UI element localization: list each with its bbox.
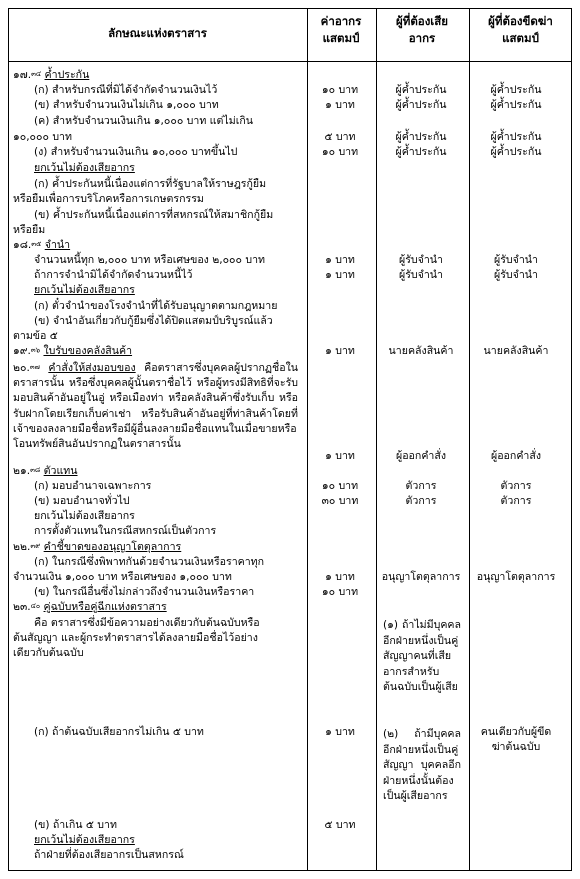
- s19-duty: ๑ บาท: [325, 345, 355, 357]
- section-title: คำชี้ขาดของอนุญาโตตุลาการ: [43, 541, 182, 553]
- s23-item-a-canceller-line2: ฆ่าต้นฉบับ: [491, 741, 541, 753]
- s21-item-a-duty: ๑๐ บาท: [321, 480, 359, 492]
- s22-item-a-line2: จำนวนเงิน ๑,๐๐๐ บาท หรือเศษของ ๑,๐๐๐ บาท: [13, 571, 232, 583]
- header-payer: [376, 13, 468, 47]
- s18-exempt-heading: ยกเว้นไม่ต้องเสียอากร: [34, 284, 135, 296]
- s18-line2-canceller: ผู้รับจำนำ: [494, 269, 538, 281]
- s17-item-b-canceller: ผู้ค้ำประกัน: [490, 99, 542, 111]
- section-19-heading: [13, 345, 132, 358]
- s17-item-d: (ง) สำหรับจำนวนเงินเกิน ๑๐,๐๐๐ บาทขึ้นไป: [34, 146, 238, 158]
- section-title: คำสั่งให้ส่งมอบของ: [48, 362, 136, 374]
- s20-canceller: ผู้ออกคำสั่ง: [490, 450, 542, 462]
- footnote-marker: ๓๙: [30, 542, 41, 550]
- section-number: ๒๑.: [13, 465, 31, 477]
- section-number: ๑๘.: [13, 239, 32, 251]
- footnote-marker: ๔๐: [30, 602, 41, 610]
- s22-item-b: (ข) ในกรณีอื่นซึ่งไม่กล่าวถึงจำนวนเงินหรือราคา: [34, 586, 255, 598]
- s17-item-c-line1: (ค) สำหรับจำนวนเงินเกิน ๑,๐๐๐ บาท แต่ไม่เกิน: [34, 115, 253, 127]
- s17-exempt-heading: ยกเว้นไม่ต้องเสียอากร: [34, 162, 135, 174]
- s17-item-d-duty: ๑๐ บาท: [321, 146, 359, 158]
- section-title: ค้ำประกัน: [44, 69, 90, 81]
- s18-line1-duty: ๑ บาท: [325, 254, 355, 266]
- s18-line1-canceller: ผู้รับจำนำ: [494, 254, 538, 266]
- s23-item-b-duty: ๕ บาท: [324, 819, 356, 831]
- s20-duty: ๑ บาท: [325, 450, 355, 462]
- s17-exempt-b-line2: หรือยืม: [13, 224, 46, 236]
- s23-item-a-duty: ๑ บาท: [325, 726, 355, 738]
- s18-line1: จำนวนหนี้ทุก ๒,๐๐๐ บาท หรือเศษของ ๒,๐๐๐ บาท: [34, 254, 265, 266]
- header-canceller-line1: ผู้ที่ต้องขีดฆ่า: [488, 14, 553, 28]
- s17-item-c-canceller: ผู้ค้ำประกัน: [490, 131, 542, 143]
- s21-exempt-text: การตั้งตัวแทนในกรณีสหกรณ์เป็นตัวการ: [34, 525, 217, 537]
- section-22-heading: [13, 541, 181, 554]
- s18-exempt-a: (ก) ตั๋วจำนำของโรงจำนำที่ได้รับอนุญาตตามกฎหมาย: [34, 300, 278, 312]
- s17-item-b-duty: ๑ บาท: [325, 99, 355, 111]
- s21-item-a-canceller: ตัวการ: [500, 480, 532, 492]
- section-title: ใบรับของคลังสินค้า: [43, 345, 133, 357]
- section-number: ๒๒.: [13, 541, 31, 553]
- s23-item-a: (ก) ถ้าต้นฉบับเสียอากรไม่เกิน ๕ บาท: [34, 726, 204, 738]
- footnote-marker: ๓๗: [29, 363, 40, 371]
- s17-exempt-a-line1: (ก) ค้ำประกันหนี้เนื่องแต่การที่รัฐบาลให้ราษฎรกู้ยืม: [34, 178, 267, 190]
- s21-item-b-duty: ๓๐ บาท: [321, 495, 359, 507]
- s17-item-d-payer: ผู้ค้ำประกัน: [395, 146, 447, 158]
- section-title: ตัวแทน: [43, 465, 78, 477]
- s17-item-a-canceller: ผู้ค้ำประกัน: [490, 84, 542, 96]
- section-title: คู่ฉบับหรือคู่ฉีกแห่งตราสาร: [43, 601, 167, 613]
- s18-exempt-b-line2: ตามข้อ ๕: [13, 330, 58, 342]
- s17-item-a-duty: ๑๐ บาท: [321, 84, 359, 96]
- s17-item-c-line2: ๑๐,๐๐๐ บาท: [13, 131, 72, 143]
- header-description: ลักษณะแห่งตราสาร: [108, 26, 207, 40]
- s17-item-c-duty: ๕ บาท: [324, 131, 356, 143]
- footnote-marker: ๓๖: [30, 346, 41, 354]
- s20-payer: ผู้ออกคำสั่ง: [395, 450, 447, 462]
- s19-canceller: นายคลังสินค้า: [483, 345, 549, 357]
- header-divider: [9, 61, 571, 62]
- s22-item-a-payer: อนุญาโตตุลาการ: [381, 571, 461, 583]
- s17-exempt-a-line2: หรือยืมเพื่อการบริโภคหรือการเกษตรกรรม: [13, 193, 204, 205]
- s17-item-d-canceller: ผู้ค้ำประกัน: [490, 146, 542, 158]
- section-18-heading: [13, 239, 70, 252]
- s17-item-a: (ก) สำหรับกรณีที่มิได้จำกัดจำนวนเงินไว้: [34, 84, 218, 96]
- section-21-heading: [13, 465, 78, 478]
- section-17-heading: [13, 69, 89, 82]
- s23-item-a-canceller-line1: คนเดียวกับผู้ขีด: [480, 726, 552, 738]
- footnote-marker: ๓๔: [31, 70, 42, 78]
- section-20-body: [13, 361, 298, 452]
- s21-item-b: (ข) มอบอำนาจทั่วไป: [34, 495, 130, 507]
- s18-line1-payer: ผู้รับจำนำ: [399, 254, 443, 266]
- section-number: ๒๐.: [13, 362, 30, 374]
- s21-item-a-payer: ตัวการ: [405, 480, 437, 492]
- header-canceller-line2: แสตมป์: [502, 31, 539, 45]
- s23-payer-condition-2: (๒) ถ้ามีบุคคลอีกฝ่ายหนึ่งเป็นคู่สัญญา บุคคลอีกฝ่ายหนึ่งนั้นต้องเป็นผู้เสียอากร: [383, 728, 461, 802]
- s19-payer: นายคลังสินค้า: [388, 345, 454, 357]
- s22-item-a-line1: (ก) ในกรณีซึ่งพิพาทกันด้วยจำนวนเงินหรือราคาทุก: [34, 556, 265, 568]
- footnote-marker: ๓๕: [31, 240, 42, 248]
- s23-item-b: (ข) ถ้าเกิน ๕ บาท: [34, 819, 117, 831]
- s23-definition-line2: ต้นสัญญา และผู้กระทำตราสารได้ลงลายมือชื่อไว้อย่าง: [13, 632, 258, 644]
- s22-item-a-canceller: อนุญาโตตุลาการ: [476, 571, 556, 583]
- s23-exempt-text: ถ้าฝ่ายที่ต้องเสียอากรเป็นสหกรณ์: [34, 849, 184, 861]
- s18-line2: ถ้าการจำนำมิได้จำกัดจำนวนหนี้ไว้: [34, 269, 193, 281]
- section-20-definition: คือตราสารซึ่งบุคคลผู้ปรากฏชื่อในตราสารนั้น หรือซึ่งบุคคลผู้นั้นตราชื่อไว้ หรือผู้ทรงมีสิทธิที่จะรับมอบสินค้าอันอยู่ในอู่ หรือเมืองท่า หรือคลังสินค้าซึ่งรับเก็บ หรือรับฝากโดยเรียกเก็บค่าเช่า หรือรับสินค้าอันอยู่ที่ท่าสินค้าโดยที่เจ้าของลงลายมือชื่อหรือมีผู้อื่นลงลายมือชื่อแทนในเมื่อขายหรือโอนทรัพย์สินอันปรากฏในตราสารนั้น: [13, 362, 299, 451]
- s21-item-b-canceller: ตัวการ: [500, 495, 532, 507]
- s22-item-b-duty: ๑๐ บาท: [321, 586, 359, 598]
- s17-item-b-payer: ผู้ค้ำประกัน: [395, 99, 447, 111]
- s18-line2-duty: ๑ บาท: [325, 269, 355, 281]
- s23-exempt-heading: ยกเว้นไม่ต้องเสียอากร: [34, 834, 135, 846]
- s23-definition-line1: คือ ตราสารซึ่งมีข้อความอย่างเดียวกับต้นฉบับหรือ: [34, 617, 260, 629]
- s17-item-b: (ข) สำหรับจำนวนเงินไม่เกิน ๑,๐๐๐ บาท: [34, 99, 219, 111]
- header-canceller: [469, 13, 572, 47]
- s18-exempt-b-line1: (ข) จำนำอันเกี่ยวกับกู้ยืมซึ่งได้ปิดแสตมป์บริบูรณ์แล้ว: [34, 315, 273, 327]
- header-duty-line1: ค่าอากร: [320, 14, 362, 28]
- section-number: ๒๓.: [13, 601, 31, 613]
- header-duty-line2: แสตมป์: [322, 31, 360, 45]
- s17-item-a-payer: ผู้ค้ำประกัน: [395, 84, 447, 96]
- section-number: ๑๙.: [13, 345, 31, 357]
- section-23-heading: [13, 601, 167, 614]
- s23-definition-line3: เดียวกับต้นฉบับ: [13, 647, 84, 659]
- section-title: จำนำ: [44, 239, 71, 251]
- s22-item-a-duty: ๑ บาท: [325, 571, 355, 583]
- s17-exempt-b-line1: (ข) ค้ำประกันหนี้เนื่องแต่การที่สหกรณ์ให้สมาชิกกู้ยืม: [34, 209, 274, 221]
- s17-item-c-payer: ผู้ค้ำประกัน: [395, 131, 447, 143]
- footnote-marker: ๓๘: [30, 466, 41, 474]
- s21-item-b-payer: ตัวการ: [405, 495, 437, 507]
- s21-exempt-heading: ยกเว้นไม่ต้องเสียอากร: [34, 510, 135, 522]
- header-duty: [307, 13, 375, 47]
- section-number: ๑๗.: [13, 69, 32, 81]
- header-payer-line1: ผู้ที่ต้องเสีย: [396, 14, 448, 28]
- s18-line2-payer: ผู้รับจำนำ: [399, 269, 443, 281]
- header-payer-line2: อากร: [408, 31, 436, 45]
- s21-item-a: (ก) มอบอำนาจเฉพาะการ: [34, 480, 152, 492]
- s23-payer-condition-1: (๑) ถ้าไม่มีบุคคลอีกฝ่ายหนึ่งเป็นคู่สัญญาคนที่เสียอากรสำหรับต้นฉบับเป็นผู้เสีย: [383, 619, 461, 693]
